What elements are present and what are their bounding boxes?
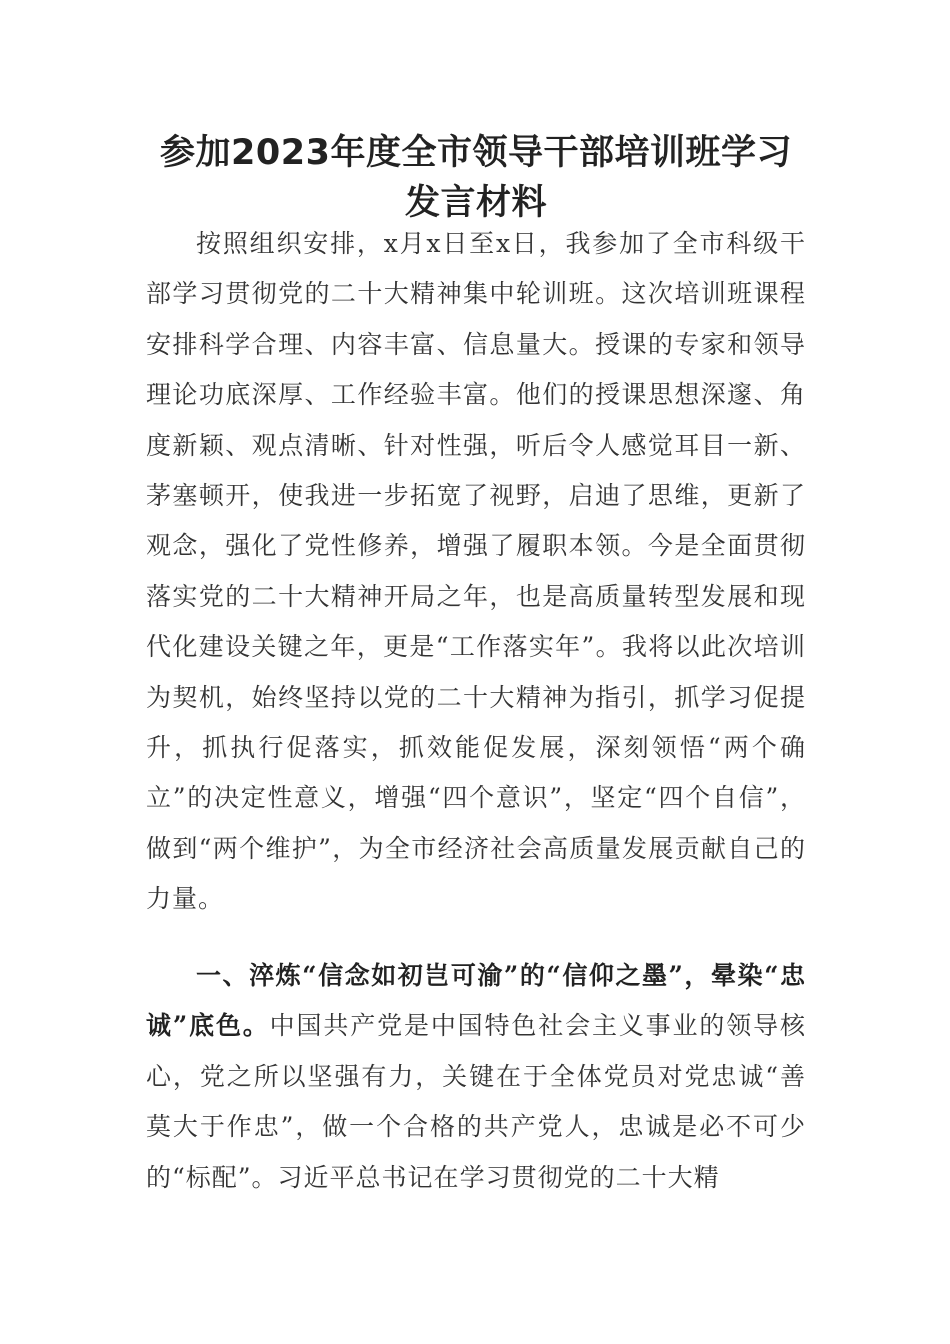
- document-title: 参加2023年度全市领导干部培训班学习发言材料: [160, 133, 792, 223]
- section-1-paragraph: [146, 951, 806, 1203]
- intro-paragraph: 按照组织安排，x月x日至x日，我参加了全市科级干部学习贯彻党的二十大精神集中轮训班。这次培训班课程安排科学合理、内容丰富、信息量大。授课的专家和领导理论功底深厚、工作经验丰富。他们的授课思想深邃、角度新颖、观点清晰、针对性强，听后令人感觉耳目一新、茅塞顿开，使我进一步拓宽了视野，启迪了思维，更新了观念，强化了党性修养，增强了履职本领。今是全面贯彻落实党的二十大精神开局之年，也是高质量转型发展和现代化建设关键之年，更是“工作落实年”。我将以此次培训为契机，始终坚持以党的二十大精神为指引，抓学习促提升，抓执行促落实，抓效能促发展，深刻领悟“两个确立”的决定性意义，增强“四个意识”，坚定“四个自信”，做到“两个维护”，为全市经济社会高质量发展贡献自己的力量。: [146, 229, 806, 914]
- section-1-heading: 一、淬炼“信念如初岂可渝”的“信仰之墨”，晕染“忠诚”底色。: [146, 961, 806, 1041]
- section-1-text: 中国共产党是中国特色社会主义事业的领导核心，党之所以坚强有力，关键在于全体党员对党忠诚“善莫大于作忠”，做一个合格的共产党人，忠诚是必不可少的“标配”。习近平总书记在学习贯彻党的二十大精: [146, 1011, 806, 1192]
